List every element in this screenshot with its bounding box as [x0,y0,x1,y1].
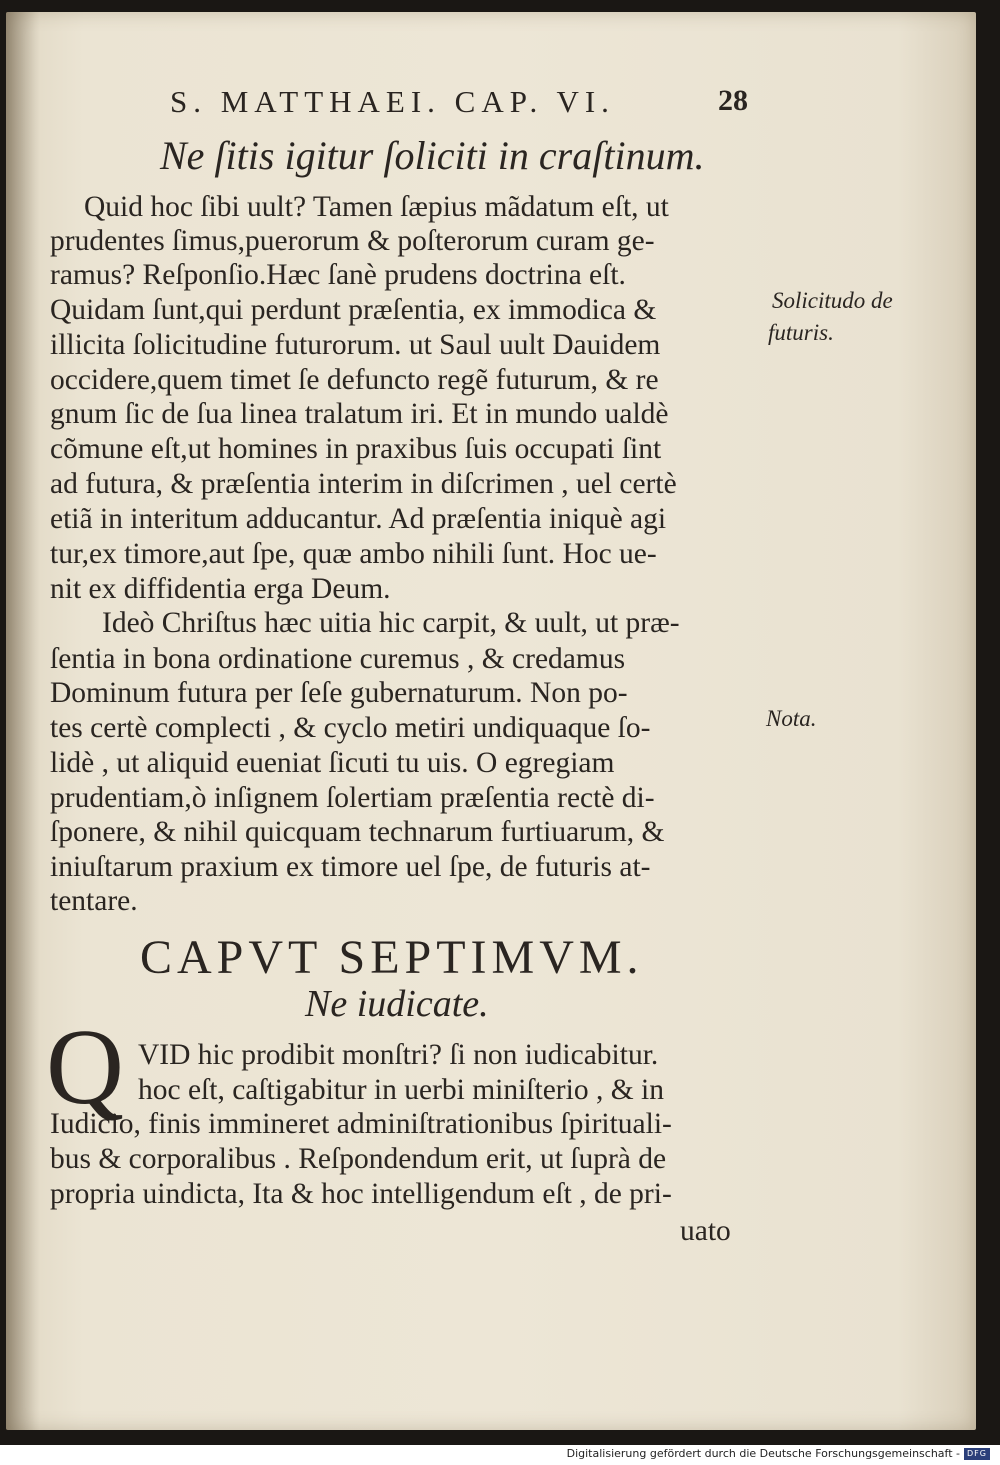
text-line: Iudicio, finis immineret adminiſtrationibus ſpirituali- [50,1108,672,1140]
margin-note: Solicitudo de [772,288,893,313]
text-line: ſentia in bona ordinatione curemus , & credamus [50,643,626,675]
text-line: propria uindicta, Ita & hoc intelligendum eſt , de pri- [50,1178,672,1210]
text-line: prudentes ſimus,puerorum & poſterorum curam ge- [50,225,655,257]
text-line: ramus? Reſponſio.Hæc ſanè prudens doctrina eſt. [50,259,626,291]
text-line: occidere,quem timet ſe defuncto regẽ futurum, & re [50,364,659,396]
text-line: tur,ex timore,aut ſpe, quæ ambo nihili ſunt. Hoc ue- [50,538,657,570]
text-line: ſponere, & nihil quicquam technarum furtiuarum, & [50,816,665,848]
text-line: cõmune eſt,ut homines in praxibus ſuis occupati ſint [50,433,662,465]
text-line: tes certè complecti , & cyclo metiri undiquaque ſo- [50,712,651,744]
text-line: prudentiam,ò inſignem ſolertiam præſentia rectè di- [50,782,655,814]
funding-credit: Digitalisierung gefördert durch die Deutsche Forschungsgemeinschaft - [566,1447,960,1460]
text-line: nit ex diffidentia erga Deum. [50,573,391,605]
text-line: bus & corporalibus . Reſpondendum erit, ut ſuprà de [50,1143,667,1175]
section-heading: Ne ſitis igitur ſoliciti in craſtinum. [160,133,705,178]
text-line: gnum ſic de ſua linea tralatum iri. Et in mundo ualdè [50,398,669,430]
running-head: S. MATTHAEI. CAP. VI. [170,84,615,119]
text-line: Ideò Chriſtus hæc uitia hic carpit, & uult, ut præ- [102,607,680,639]
text-line: Dominum futura per ſeſe gubernaturum. Non po- [50,677,628,709]
margin-note: Nota. [766,706,817,731]
text-line: etiã in interitum adducantur. Ad præſentia iniquè agi [50,503,667,535]
page-gutter-shadow [6,12,40,1430]
text-line: ad futura, & præſentia interim in diſcrimen , uel certè [50,468,677,500]
text-line: Quid hoc ſibi uult? Tamen ſæpius mãdatum eſt, ut [84,191,669,223]
section-heading: Ne iudicate. [305,983,489,1025]
drop-initial: Q [46,1008,124,1127]
chapter-title: CAPVT SEPTIMVM. [140,931,644,984]
text-line: VID hic prodibit monſtri? ſi non iudicabitur. [138,1039,659,1071]
text-line: lidè , ut aliquid eueniat ſicuti tu uis. O egregiam [50,747,615,779]
page-number: 28 [718,84,748,117]
text-line: tentare. [50,885,138,917]
text-line: hoc eſt, caſtigabitur in uerbi miniſterio , & in [138,1074,664,1106]
margin-note: futuris. [768,320,834,345]
text-line: Quidam ſunt,qui perdunt præſentia, ex immodica & [50,294,657,326]
text-line: illicita ſolicitudine futurorum. ut Saul uult Dauidem [50,329,661,361]
text-line: iniuſtarum praxium ex timore uel ſpe, de futuris at- [50,851,651,883]
dfg-logo: DFG [964,1448,990,1460]
catchword: uato [680,1215,731,1247]
